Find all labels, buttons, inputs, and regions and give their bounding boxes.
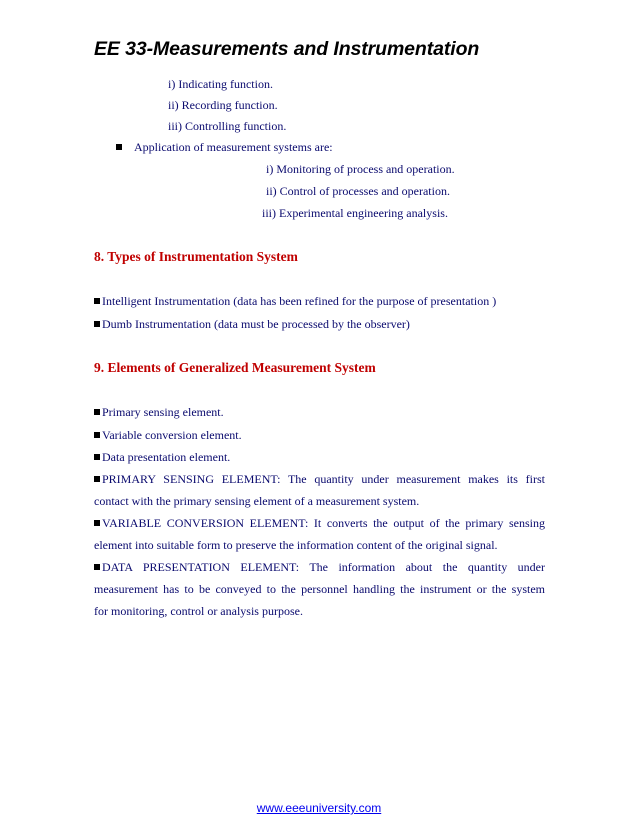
- data-presentation-line-1: DATA PRESENTATION ELEMENT: The information about the quantity under: [94, 560, 545, 575]
- square-bullet-icon: [94, 476, 100, 482]
- page-header-title: EE 33-Measurements and Instrumentation: [94, 38, 480, 60]
- function-item-2: ii) Recording function.: [168, 98, 278, 112]
- applications-intro-row: [116, 140, 333, 155]
- footer-link[interactable]: www.eeeuniversity.com: [256, 801, 382, 815]
- list-item: Dumb Instrumentation (data must be processed by the observer): [94, 317, 410, 332]
- variable-conversion-line-1: VARIABLE CONVERSION ELEMENT: It converts the output of the primary sensing: [94, 516, 545, 531]
- square-bullet-icon: [94, 432, 100, 438]
- square-bullet-icon: [94, 520, 100, 526]
- list-item: Primary sensing element.: [94, 405, 224, 420]
- list-item: Variable conversion element.: [94, 428, 242, 443]
- square-bullet-icon: [94, 321, 100, 327]
- section-8-heading: 8. Types of Instrumentation System: [94, 249, 298, 264]
- primary-sensing-line-1: PRIMARY SENSING ELEMENT: The quantity under measurement makes its first: [94, 472, 545, 487]
- square-bullet-icon: [94, 454, 100, 460]
- application-item-1: i) Monitoring of process and operation.: [266, 162, 455, 176]
- application-item-2: ii) Control of processes and operation.: [266, 184, 450, 198]
- square-bullet-icon: [116, 144, 122, 150]
- square-bullet-icon: [94, 409, 100, 415]
- section-9-heading: 9. Elements of Generalized Measurement System: [94, 360, 376, 375]
- footer: [0, 801, 638, 815]
- square-bullet-icon: [94, 298, 100, 304]
- square-bullet-icon: [94, 564, 100, 570]
- application-item-3: iii) Experimental engineering analysis.: [262, 206, 448, 220]
- list-item: Intelligent Instrumentation (data has been refined for the purpose of presentation ): [94, 294, 496, 309]
- applications-intro: Application of measurement systems are:: [134, 140, 333, 154]
- function-item-3: iii) Controlling function.: [168, 119, 287, 133]
- function-item-1: i) Indicating function.: [168, 77, 273, 91]
- data-presentation-line-3: for monitoring, control or analysis purpose.: [94, 604, 303, 618]
- variable-conversion-line-2: element into suitable form to preserve the information content of the original signal.: [94, 538, 498, 552]
- data-presentation-line-2: measurement has to be conveyed to the personnel handling the instrument or the system: [94, 582, 545, 596]
- primary-sensing-line-2: contact with the primary sensing element of a measurement system.: [94, 494, 420, 508]
- list-item: Data presentation element.: [94, 450, 230, 465]
